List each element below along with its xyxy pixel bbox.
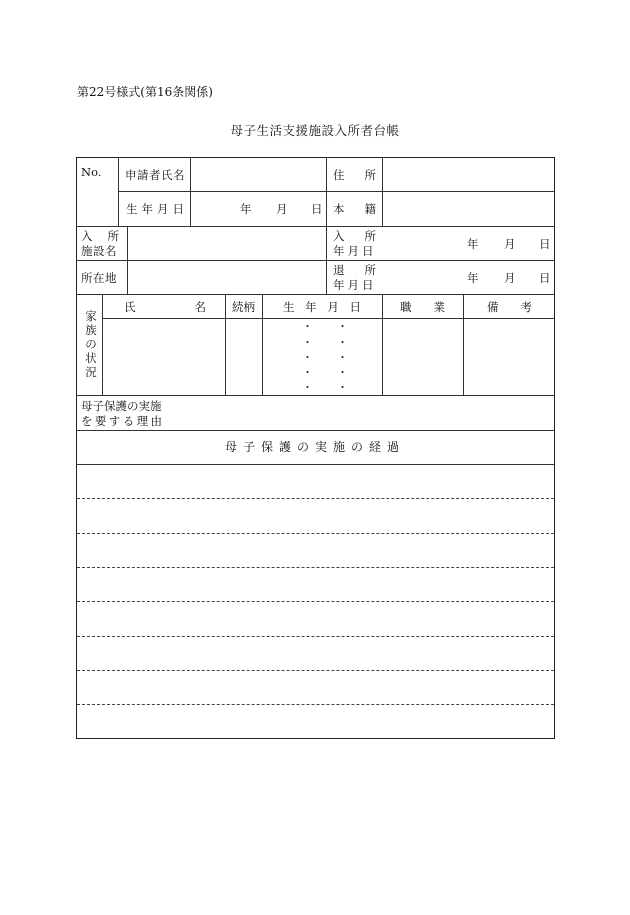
col-birth-char: 月 [327, 300, 339, 314]
col-divider [262, 294, 263, 395]
facility-label-char: 所 [107, 229, 119, 243]
leaving-label-line2: 年月日 [333, 278, 377, 292]
row-divider [76, 395, 555, 396]
row-divider [76, 294, 555, 295]
address-label [333, 168, 376, 182]
col-occupation-header [400, 300, 445, 314]
col-birth-char: 生 [283, 300, 295, 314]
leaving-label-char: 退 [333, 263, 345, 277]
col-occupation-char: 職 [400, 300, 412, 314]
progress-line [77, 498, 554, 499]
col-occupation-char: 業 [433, 300, 445, 314]
no-label: No. [81, 165, 102, 179]
progress-header: 母子保護の実施の経過 [224, 440, 405, 454]
date-separator-dot: ・ [302, 366, 313, 379]
row-divider [76, 260, 555, 261]
admission-month-unit: 月 [504, 237, 516, 251]
address-label-char: 住 [333, 168, 345, 182]
col-remarks-header [487, 300, 532, 314]
col-name-char: 氏 [124, 300, 136, 314]
reason-label-line1: 母子保護の実施 [81, 399, 162, 413]
col-divider [463, 294, 464, 395]
facility-label-line2: 施設名 [81, 244, 117, 258]
applicant-name-label: 申請者氏名 [125, 168, 185, 182]
date-separator-dot: ・ [302, 320, 313, 333]
date-separator-dot: ・ [302, 381, 313, 394]
col-birth-char: 日 [349, 300, 361, 314]
col-name-header [124, 300, 206, 314]
date-separator-dot: ・ [337, 381, 348, 394]
birth-month-unit: 月 [276, 202, 288, 216]
date-separator-dot: ・ [302, 351, 313, 364]
col-divider [102, 294, 103, 395]
col-divider [190, 157, 191, 226]
admission-label-char: 所 [364, 229, 376, 243]
col-relation-header: 続柄 [232, 300, 255, 314]
row-divider [76, 430, 555, 431]
progress-line [77, 704, 554, 705]
facility-label-char: 入 [81, 229, 93, 243]
domicile-label-char: 本 [333, 202, 345, 216]
form-number: 第22号様式(第16条関係) [77, 85, 213, 99]
row-divider [76, 464, 555, 465]
birth-date-label: 生年月日 [126, 202, 188, 216]
date-separator-dot: ・ [337, 336, 348, 349]
progress-line [77, 567, 554, 568]
admission-year-unit: 年 [467, 237, 479, 251]
col-divider [326, 157, 327, 294]
date-separator-dot: ・ [337, 366, 348, 379]
leaving-year-unit: 年 [467, 271, 479, 285]
location-label: 所在地 [81, 271, 117, 285]
leaving-day-unit: 日 [539, 271, 551, 285]
row-divider [102, 318, 555, 319]
col-divider [382, 294, 383, 395]
col-divider [225, 294, 226, 395]
row-divider [118, 191, 555, 192]
progress-line [77, 636, 554, 637]
col-remarks-char: 備 [487, 300, 499, 314]
col-birth-header [283, 300, 361, 314]
col-divider [127, 226, 128, 294]
admission-label-char: 入 [333, 229, 345, 243]
facility-label-line1 [81, 229, 119, 243]
date-separator-dot: ・ [302, 336, 313, 349]
document-title: 母子生活支援施設入所者台帳 [230, 123, 400, 138]
col-divider [118, 157, 119, 226]
admission-day-unit: 日 [539, 237, 551, 251]
domicile-label-char: 籍 [364, 202, 376, 216]
family-status-label: 家族の状況 [85, 309, 97, 379]
admission-label-line1 [333, 229, 376, 243]
leaving-month-unit: 月 [504, 271, 516, 285]
progress-line [77, 670, 554, 671]
leaving-label-line1 [333, 263, 376, 277]
birth-year-unit: 年 [240, 202, 252, 216]
reason-label-line2: を要する理由 [81, 414, 165, 428]
row-divider [76, 226, 555, 227]
admission-label-line2: 年月日 [333, 244, 377, 258]
birth-day-unit: 日 [311, 202, 323, 216]
col-remarks-char: 考 [520, 300, 532, 314]
col-birth-char: 年 [305, 300, 317, 314]
leaving-label-char: 所 [364, 263, 376, 277]
date-separator-dot: ・ [337, 351, 348, 364]
progress-line [77, 601, 554, 602]
col-divider [382, 157, 383, 226]
domicile-label [333, 202, 376, 216]
date-separator-dot: ・ [337, 320, 348, 333]
progress-line [77, 533, 554, 534]
address-label-char: 所 [364, 168, 376, 182]
col-name-char: 名 [194, 300, 206, 314]
